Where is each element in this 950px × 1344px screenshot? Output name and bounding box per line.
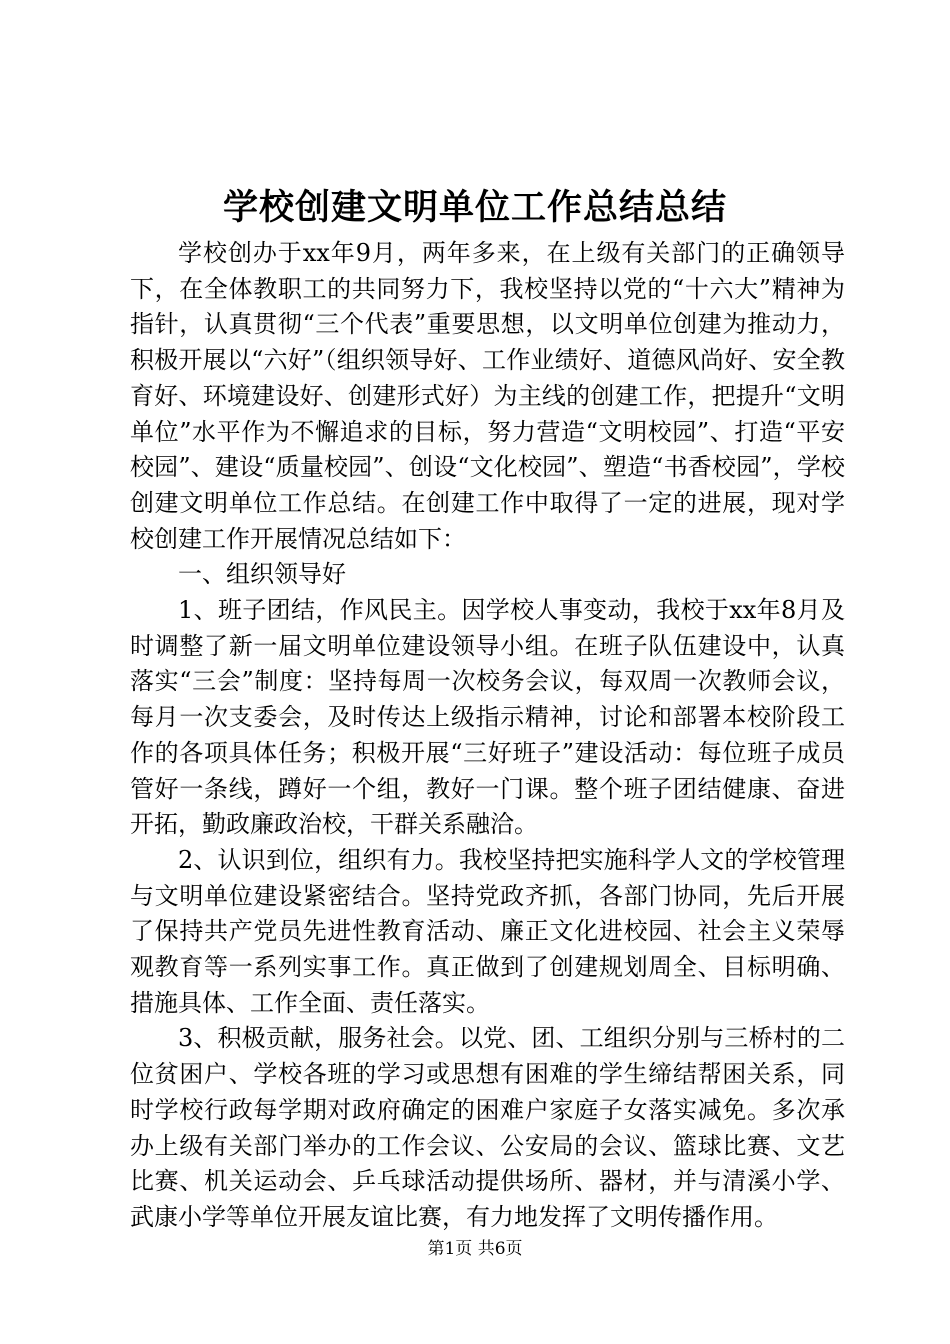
paragraph-intro: 学校创办于xx年9月，两年多来，在上级有关部门的正确领导下，在全体教职工的共同努力下，我校坚持以党的“十六大”精神为指针，认真贯彻“三个代表”重要思想，以文明单位创建为推动力，积极开展以“六好”（组织领导好、工作业绩好、道德风尚好、安全教育好、环境建设好、创建形式好）为主线的创建工作，把提升“文明单位”水平作为不懈追求的目标，努力营造“文明校园”、打造“平安校园”、建设“质量校园”、创设“文化校园”、塑造“书香校园”，学校创建文明单位工作总结。在创建工作中取得了一定的进展，现对学校创建工作开展情况总结如下：	[130, 239, 845, 553]
document-body	[130, 236, 845, 1236]
paragraph-item-3: 3、积极贡献，服务社会。以党、团、工组织分别与三桥村的二位贫困户、学校各班的学习或思想有困难的学生缔结帮困关系，同时学校行政每学期对政府确定的困难户家庭子女落实减免。多次承办上级有关部门举办的工作会议、公安局的会议、篮球比赛、文艺比赛、机关运动会、乒乓球活动提供场所、器材，并与清溪小学、武康小学等单位开展友谊比赛，有力地发挥了文明传播作用。	[130, 1024, 845, 1231]
section-heading-organization: 一、组织领导好	[178, 560, 346, 589]
page-number-footer: 第1页 共6页	[427, 1239, 523, 1259]
document-title: 学校创建文明单位工作总结总结	[222, 187, 727, 228]
paragraph-item-2: 2、认识到位，组织有力。我校坚持把实施科学人文的学校管理与文明单位建设紧密结合。坚持党政齐抓，各部门协同，先后开展了保持共产党员先进性教育活动、廉正文化进校园、社会主义荣辱观教育等一系列实事工作。真正做到了创建规划周全、目标明确、措施具体、工作全面、责任落实。	[130, 845, 845, 1017]
paragraph-item-1: 1、班子团结，作风民主。因学校人事变动，我校于xx年8月及时调整了新一届文明单位建设领导小组。在班子队伍建设中，认真落实“三会”制度：坚持每周一次校务会议，每双周一次教师会议，每月一次支委会，及时传达上级指示精神，讨论和部署本校阶段工作的各项具体任务；积极开展“三好班子”建设活动：每位班子成员管好一条线，蹲好一个组，教好一门课。整个班子团结健康、奋进开拓，勤政廉政治校，干群关系融洽。	[130, 596, 845, 839]
